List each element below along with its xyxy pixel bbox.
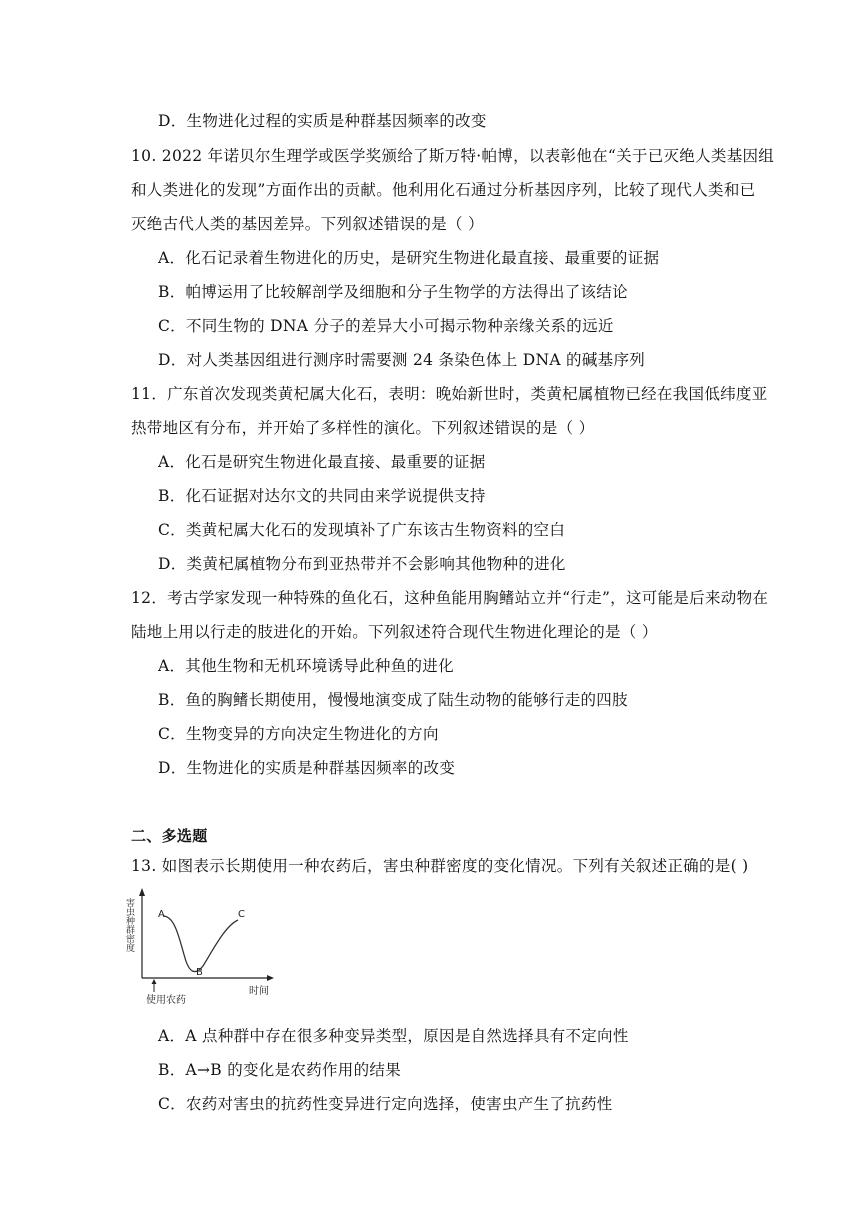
q11-stem-line1: 11．广东首次发现类黄杞属大化石，表明：晚始新世时，类黄杞属植物已经在我国低纬度亚 xyxy=(131,385,768,403)
q12-stem-line2: 陆地上用以行走的肢进化的开始。下列叙述符合现代生物进化理论的是（ ） xyxy=(131,623,658,641)
q12-option-d: D．生物进化的实质是种群基因频率的改变 xyxy=(158,759,456,777)
q10-stem-line1: 10. 2022 年诺贝尔生理学或医学奖颁给了斯万特·帕博，以表彰他在“关于已灭绝人类基因组 xyxy=(131,147,775,165)
q10-stem-line3: 灭绝古代人类的基因差异。下列叙述错误的是（ ） xyxy=(131,215,484,233)
q11-option-a: A．化石是研究生物进化最直接、最重要的证据 xyxy=(158,453,486,471)
density-curve xyxy=(163,916,238,972)
q11-option-c: C．类黄杞属大化石的发现填补了广东该古生物资料的空白 xyxy=(158,521,566,539)
q13-stem-line1: 13. 如图表示长期使用一种农药后，害虫种群密度的变化情况。下列有关叙述正确的是( ) xyxy=(131,857,749,875)
q12-option-c: C．生物变异的方向决定生物进化的方向 xyxy=(158,725,439,743)
q10-option-b: B．帕博运用了比较解剖学及细胞和分子生物学的方法得出了该结论 xyxy=(158,283,628,301)
q11-stem-line2: 热带地区有分布，并开始了多样性的演化。下列叙述错误的是（ ） xyxy=(131,419,595,437)
point-b-label: B xyxy=(196,967,203,978)
section-title-multiple-choice: 二、多选题 xyxy=(131,827,208,845)
q12-option-a: A．其他生物和无机环境诱导此种鱼的进化 xyxy=(158,657,454,675)
q10-option-c: C．不同生物的 DNA 分子的差异大小可揭示物种亲缘关系的远近 xyxy=(158,317,614,335)
q12-stem-line1: 12．考古学家发现一种特殊的鱼化石，这种鱼能用胸鳍站立并“行走”，这可能是后来动物在 xyxy=(131,589,769,607)
q9-option-d: D．生物进化过程的实质是种群基因频率的改变 xyxy=(158,112,487,130)
y-axis-label: 害虫种群密度 xyxy=(124,898,134,952)
q10-option-d: D．对人类基因组进行测序时需要测 24 条染色体上 DNA 的碱基序列 xyxy=(158,351,646,369)
y-axis-arrow-icon xyxy=(139,888,145,896)
q12-option-b: B．鱼的胸鳍长期使用，慢慢地演变成了陆生动物的能够行走的四肢 xyxy=(158,691,628,709)
pest-density-figure xyxy=(124,884,278,1006)
pesticide-marker-arrow-icon xyxy=(152,979,157,984)
x-axis-arrow-icon xyxy=(267,975,274,981)
point-a-label: A xyxy=(158,909,165,920)
pesticide-marker-label: 使用农药 xyxy=(146,995,186,1006)
q10-option-a: A．化石记录着生物进化的历史，是研究生物进化最直接、最重要的证据 xyxy=(158,249,660,267)
q13-option-a: A．A 点种群中存在很多种变异类型，原因是自然选择具有不定向性 xyxy=(158,1027,629,1045)
q11-option-b: B．化石证据对达尔文的共同由来学说提供支持 xyxy=(158,487,486,505)
x-axis-label: 时间 xyxy=(249,986,269,997)
q13-option-b: B．A→B 的变化是农药作用的结果 xyxy=(158,1061,401,1079)
point-c-label: C xyxy=(238,909,245,920)
q13-option-c: C．农药对害虫的抗药性变异进行定向选择，使害虫产生了抗药性 xyxy=(158,1095,613,1113)
q11-option-d: D．类黄杞属植物分布到亚热带并不会影响其他物种的进化 xyxy=(158,555,566,573)
q10-stem-line2: 和人类进化的发现”方面作出的贡献。他利用化石通过分析基因序列，比较了现代人类和已 xyxy=(131,181,756,199)
